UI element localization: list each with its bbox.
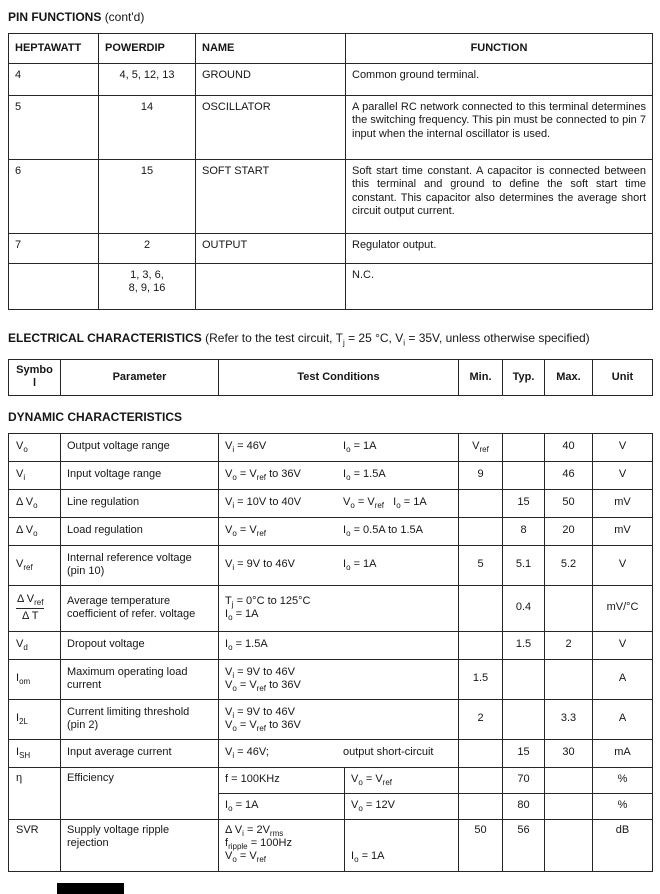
ec-parameter-cell: Maximum operating load current — [61, 659, 219, 699]
ec-test-conditions-cell — [219, 699, 459, 739]
pin-function-cell: Common ground terminal. — [346, 64, 653, 96]
ec-typ-cell: 15 — [503, 489, 545, 517]
pin-powerdip-cell: 15 — [99, 160, 196, 234]
ec-unit-cell: V — [593, 545, 653, 585]
ec-max-cell — [545, 585, 593, 631]
ec-tc-left: $V_i = 9V$ to 46V $V_o = V_{ref}$ to 36V — [225, 705, 301, 734]
ec-typ-cell: 56 — [503, 819, 545, 871]
ec-min-cell: $V_{ref}$ — [459, 433, 503, 461]
ec-symbol-cell: Δ $V_o$ — [9, 517, 61, 545]
ec-row-input-voltage-range — [9, 461, 653, 489]
ec-typ-cell — [503, 461, 545, 489]
pin-name-cell: SOFT START — [196, 160, 346, 234]
ec-header-test-conditions: Test Conditions — [219, 359, 459, 395]
ec-test-conditions-cell — [219, 545, 459, 585]
ec-unit-cell: V — [593, 433, 653, 461]
pin-functions-title-text: PIN FUNCTIONS — [8, 10, 102, 24]
ec-test-conditions-cell — [219, 585, 459, 631]
ec-row-dropout-voltage — [9, 631, 653, 659]
ec-symbol-cell: SVR — [9, 819, 61, 871]
ec-tc-left: $V_o = V_{ref}$ — [225, 524, 267, 539]
dynamic-characteristics-heading: DYNAMIC CHARACTERISTICS — [8, 409, 182, 424]
ec-max-cell: 3.3 — [545, 699, 593, 739]
ec-min-cell — [459, 631, 503, 659]
footer-logo — [57, 883, 124, 894]
ec-parameter-cell: Supply voltage ripple rejection — [61, 819, 219, 871]
ec-tc-left: $V_i = 9V$ to 46V $V_o = V_{ref}$ to 36V — [225, 665, 301, 694]
ec-min-cell — [459, 767, 503, 793]
ec-test-conditions-cell — [219, 631, 459, 659]
pin-header-function: FUNCTION — [346, 34, 653, 64]
ec-unit-cell: mV — [593, 489, 653, 517]
ec-test-conditions-cell — [219, 659, 459, 699]
ec-test-conditions-cell — [219, 739, 459, 767]
ec-header-unit: Unit — [593, 359, 653, 395]
ec-tc-left: $V_i = 46V$ — [225, 440, 267, 455]
pin-powerdip-cell: 2 — [99, 234, 196, 264]
ec-symbol-cell: Δ $V_o$ — [9, 489, 61, 517]
pin-row-output — [9, 234, 653, 264]
ec-tc-right-cell: $V_o = 12V$ — [345, 793, 459, 819]
ec-unit-cell: % — [593, 767, 653, 793]
ec-header-max: Max. — [545, 359, 593, 395]
pin-powerdip-cell: 4, 5, 12, 13 — [99, 64, 196, 96]
ec-tc-right: $I_o = 0.5A$ to 1.5A — [343, 524, 423, 539]
ec-row-line-regulation — [9, 489, 653, 517]
ec-tc-left-cell: Δ $V_i = 2V_{rms}$ $f_{ripple} = 100Hz$ $V_o = V_{ref}$ — [219, 819, 345, 871]
pin-function-cell: Soft start time constant. A capacitor is connected between this terminal and ground to define the soft start time constant. This capacitor also determines the average short circuit output current. — [346, 160, 653, 234]
ec-heading-title: ELECTRICAL CHARACTERISTICS — [8, 331, 202, 345]
pin-row-soft-start — [9, 160, 653, 234]
ec-table — [8, 433, 653, 872]
ec-min-cell: 5 — [459, 545, 503, 585]
pin-heptawatt-cell: 5 — [9, 96, 99, 160]
ec-typ-cell — [503, 659, 545, 699]
ec-parameter-cell: Efficiency — [61, 767, 219, 819]
ec-row-current-limiting-threshold — [9, 699, 653, 739]
pin-row-ground — [9, 64, 653, 96]
ec-tc-left: $V_i = 10V$ to 40V — [225, 496, 302, 511]
pin-powerdip-cell: 1, 3, 6, 8, 9, 16 — [99, 264, 196, 310]
ec-row-input-average-current — [9, 739, 653, 767]
ec-parameter-cell: Average temperature coefficient of refer. voltage — [61, 585, 219, 631]
pin-header-powerdip: POWERDIP — [99, 34, 196, 64]
ec-tc-wrap — [225, 638, 452, 651]
ec-typ-cell: 70 — [503, 767, 545, 793]
ec-row-efficiency-1 — [9, 767, 653, 793]
ec-row-max-operating-load-current — [9, 659, 653, 699]
ec-header-row — [9, 359, 653, 395]
ec-typ-cell — [503, 699, 545, 739]
pin-row-oscillator — [9, 96, 653, 160]
ec-typ-cell — [503, 433, 545, 461]
ec-max-cell: 5.2 — [545, 545, 593, 585]
ec-unit-cell: V — [593, 461, 653, 489]
ec-symbol-cell: $I_{2L}$ — [9, 699, 61, 739]
ec-symbol-cell — [9, 585, 61, 631]
electrical-characteristics-heading — [8, 330, 652, 347]
ec-tc-left: $I_o = 1.5A$ — [225, 638, 268, 653]
frac-denominator: Δ T — [21, 609, 39, 622]
ec-tc-right-cell: $V_o = V_{ref}$ — [345, 767, 459, 793]
ec-parameter-cell: Line regulation — [61, 489, 219, 517]
ec-parameter-cell: Current limiting threshold (pin 2) — [61, 699, 219, 739]
ec-min-cell — [459, 585, 503, 631]
pin-heptawatt-cell — [9, 264, 99, 310]
ec-max-cell: 46 — [545, 461, 593, 489]
ec-unit-cell: A — [593, 699, 653, 739]
ec-tc-left: $V_i = 9V$ to 46V — [225, 558, 295, 573]
ec-unit-cell: A — [593, 659, 653, 699]
ec-tc-left: $T_j = 0^\circ C$ to 125°C $I_o = 1A$ — [225, 594, 311, 623]
ec-tc-wrap — [225, 666, 452, 693]
ec-symbol-cell: $V_{ref}$ — [9, 545, 61, 585]
pin-functions-title-note: (cont'd) — [104, 10, 145, 24]
ec-header-table — [8, 359, 653, 396]
ec-tc-left-cell: f = 100KHz — [219, 767, 345, 793]
pin-function-cell: A parallel RC network connected to this terminal determines the switching frequency. This pin must be connected to pin 7 input when the internal oscillator is used. — [346, 96, 653, 160]
ec-min-cell — [459, 517, 503, 545]
ec-header-parameter: Parameter — [61, 359, 219, 395]
ec-parameter-cell: Input voltage range — [61, 461, 219, 489]
ec-tc-wrap — [225, 496, 452, 509]
ec-unit-cell: % — [593, 793, 653, 819]
ec-parameter-cell: Load regulation — [61, 517, 219, 545]
ec-row-output-voltage-range — [9, 433, 653, 461]
ec-max-cell — [545, 767, 593, 793]
ec-tc-right: $V_o = V_{ref}$ $I_o = 1A$ — [343, 496, 427, 511]
ec-row-temperature-coefficient — [9, 585, 653, 631]
ec-parameter-cell: Internal reference voltage (pin 10) — [61, 545, 219, 585]
ec-max-cell: 50 — [545, 489, 593, 517]
ec-min-cell — [459, 489, 503, 517]
ec-tc-right: $I_o = 1A$ — [343, 558, 377, 573]
ec-typ-cell: 5.1 — [503, 545, 545, 585]
ec-max-cell: 20 — [545, 517, 593, 545]
ec-symbol-cell: $V_i$ — [9, 461, 61, 489]
ec-typ-cell: 15 — [503, 739, 545, 767]
ec-symbol-cell: $I_{SH}$ — [9, 739, 61, 767]
ec-tc-right — [343, 706, 452, 733]
ec-unit-cell: mA — [593, 739, 653, 767]
pin-name-cell: GROUND — [196, 64, 346, 96]
ec-typ-cell: 0.4 — [503, 585, 545, 631]
pin-name-cell — [196, 264, 346, 310]
ec-symbol-cell: $V_o$ — [9, 433, 61, 461]
ec-parameter-cell: Input average current — [61, 739, 219, 767]
ec-max-cell: 40 — [545, 433, 593, 461]
ec-row-internal-reference-voltage — [9, 545, 653, 585]
ec-heading-note: (Refer to the test circuit, $T_j = 25$ °C, $V_i = 35V$, unless otherwise specified) — [201, 331, 590, 348]
ec-unit-cell: V — [593, 631, 653, 659]
ec-typ-cell: 80 — [503, 793, 545, 819]
ec-min-cell: 9 — [459, 461, 503, 489]
ec-max-cell — [545, 793, 593, 819]
ec-tc-left: $V_o = V_{ref}$ to 36V — [225, 468, 301, 483]
ec-test-conditions-cell — [219, 461, 459, 489]
ec-min-cell — [459, 793, 503, 819]
ec-tc-wrap — [225, 524, 452, 537]
pin-header-name: NAME — [196, 34, 346, 64]
ec-tc-right — [343, 595, 452, 622]
ec-min-cell — [459, 739, 503, 767]
ec-max-cell: 2 — [545, 631, 593, 659]
delta-vref-delta-t-symbol — [16, 593, 44, 623]
pin-row-nc — [9, 264, 653, 310]
pin-name-cell: OSCILLATOR — [196, 96, 346, 160]
ec-header-symbol: Symbol — [9, 359, 61, 395]
ec-test-conditions-cell — [219, 489, 459, 517]
ec-tc-right — [343, 666, 452, 693]
pin-functions-table — [8, 33, 653, 310]
frac-numerator: Δ $V_{ref}$ — [17, 593, 44, 608]
ec-tc-right — [343, 638, 452, 651]
pin-heptawatt-cell: 6 — [9, 160, 99, 234]
ec-tc-wrap — [225, 746, 452, 759]
ec-symbol-cell: $V_d$ — [9, 631, 61, 659]
ec-min-cell: 1.5 — [459, 659, 503, 699]
pin-name-cell: OUTPUT — [196, 234, 346, 264]
pin-function-cell: Regulator output. — [346, 234, 653, 264]
ec-tc-left-cell: $I_o = 1A$ — [219, 793, 345, 819]
ec-row-svr — [9, 819, 653, 871]
pin-functions-title — [8, 10, 652, 24]
ec-unit-cell: mV — [593, 517, 653, 545]
ec-tc-right: $I_o = 1A$ — [343, 440, 377, 455]
ec-tc-wrap — [225, 558, 452, 571]
ec-max-cell — [545, 659, 593, 699]
ec-parameter-cell: Output voltage range — [61, 433, 219, 461]
ec-header-min: Min. — [459, 359, 503, 395]
ec-tc-wrap — [225, 595, 452, 622]
pin-powerdip-cell: 14 — [99, 96, 196, 160]
ec-min-cell: 50 — [459, 819, 503, 871]
ec-tc-wrap — [225, 706, 452, 733]
ec-tc-wrap — [225, 440, 452, 453]
ec-parameter-cell: Dropout voltage — [61, 631, 219, 659]
ec-row-load-regulation — [9, 517, 653, 545]
ec-min-cell: 2 — [459, 699, 503, 739]
pin-heptawatt-cell: 4 — [9, 64, 99, 96]
pin-heptawatt-cell: 7 — [9, 234, 99, 264]
ec-typ-cell: 8 — [503, 517, 545, 545]
ec-tc-right-cell: $I_o = 1A$ — [345, 819, 459, 871]
ec-unit-cell: mV/°C — [593, 585, 653, 631]
ec-test-conditions-cell — [219, 517, 459, 545]
pin-table-header-row — [9, 34, 653, 64]
ec-tc-wrap — [225, 468, 452, 481]
ec-max-cell: 30 — [545, 739, 593, 767]
ec-unit-cell: dB — [593, 819, 653, 871]
ec-symbol-cell: η — [9, 767, 61, 819]
ec-tc-right: output short-circuit — [343, 746, 434, 759]
ec-tc-right: $I_o = 1.5A$ — [343, 468, 386, 483]
pin-function-cell: N.C. — [346, 264, 653, 310]
pin-header-heptawatt: HEPTAWATT — [9, 34, 99, 64]
ec-max-cell — [545, 819, 593, 871]
ec-header-typ: Typ. — [503, 359, 545, 395]
ec-tc-left: $V_i = 46V$; — [225, 746, 269, 761]
ec-test-conditions-cell — [219, 433, 459, 461]
ec-typ-cell: 1.5 — [503, 631, 545, 659]
ec-symbol-cell: $I_{om}$ — [9, 659, 61, 699]
